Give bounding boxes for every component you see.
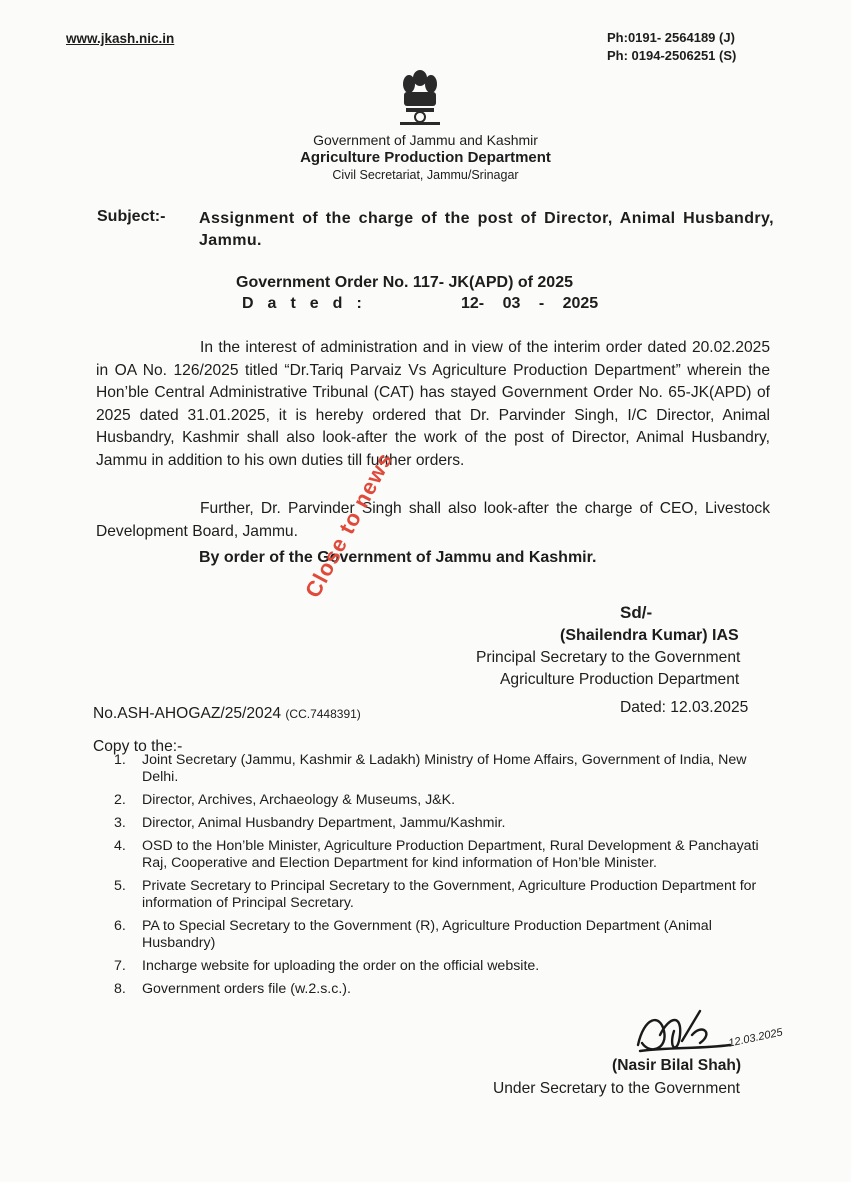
by-order-line: By order of the Government of Jammu and Kashmir. (199, 549, 597, 566)
copy-to-item-number: 6. (114, 918, 126, 934)
dated-value: 12- 03 - 2025 (461, 295, 599, 312)
reference-cc: (CC.7448391) (285, 707, 361, 721)
under-secretary-designation: Under Secretary to the Government (493, 1080, 741, 1097)
sd-mark: Sd/- (620, 603, 653, 622)
signatory-designation: Principal Secretary to the Government (476, 649, 741, 666)
copy-to-item-text: PA to Special Secretary to the Government (R), Agriculture Production Department (Animal Husbandry) (142, 918, 712, 951)
copy-to-item (114, 752, 764, 786)
copy-to-item-text: Incharge website for uploading the order on the official website. (142, 958, 540, 974)
copy-to-item-text: Joint Secretary (Jammu, Kashmir & Ladakh) Ministry of Home Affairs, Government of India, New Delhi. (142, 752, 747, 785)
reference-number (93, 705, 361, 723)
copy-to-item-text: Government orders file (w.2.s.c.). (142, 981, 351, 997)
copy-to-item-number: 7. (114, 958, 126, 974)
website-url: www.jkash.nic.in (66, 31, 175, 46)
signatory-name: (Shailendra Kumar) IAS (560, 627, 739, 644)
phone-jammu: Ph:0191- 2564189 (J) (607, 30, 735, 45)
reference-dated: Dated: 12.03.2025 (620, 699, 749, 716)
dated-label: Dated: (242, 295, 376, 312)
copy-to-list (114, 752, 764, 1004)
copy-to-item-text: OSD to the Hon’ble Minister, Agriculture Production Department, Rural Development & Panchayati Raj, Cooperative and Election Department for kind information of Hon’ble Minister. (142, 838, 759, 871)
reference-number-text: No.ASH-AHOGAZ/25/2024 (93, 705, 282, 722)
copy-to-item-number: 1. (114, 752, 126, 768)
copy-to-item (114, 792, 764, 809)
copy-to-item (114, 958, 764, 975)
body-paragraph-1: In the interest of administration and in view of the interim order dated 20.02.2025 in OA No. 126/2025 titled “Dr.Tariq Parvaiz Vs Agriculture Production Department” wherein the Hon’ble Central Administrative Tribunal (CAT) has stayed Government Order No. 65-JK(APD) of 2025 dated 31.01.2025, it is hereby ordered that Dr. Parvinder Singh, I/C Director, Animal Husbandry, Kashmir shall also look-after the work of the post of Director, Animal Husbandry, Jammu in addition to his own duties till further orders. (96, 339, 770, 469)
copy-to-item-number: 5. (114, 878, 126, 894)
copy-to-item-number: 4. (114, 838, 126, 854)
government-name: Government of Jammu and Kashmir (313, 132, 538, 148)
copy-to-item (114, 918, 764, 952)
signatory-department: Agriculture Production Department (500, 671, 740, 688)
state-emblem-icon (390, 64, 450, 128)
subject-label: Subject:- (97, 208, 166, 225)
department-name: Agriculture Production Department (300, 149, 551, 166)
under-secretary-name: (Nasir Bilal Shah) (612, 1057, 742, 1074)
phone-srinagar: Ph: 0194-2506251 (S) (607, 48, 737, 63)
copy-to-item-text: Director, Animal Husbandry Department, Jammu/Kashmir. (142, 815, 506, 831)
copy-to-item-text: Private Secretary to Principal Secretary to the Government, Agriculture Production Department for information of Principal Secretary. (142, 878, 757, 911)
copy-to-item-number: 3. (114, 815, 126, 831)
department-address: Civil Secretariat, Jammu/Srinagar (332, 168, 519, 182)
order-number: Government Order No. 117- JK(APD) of 2025 (236, 274, 573, 291)
copy-to-item-number: 8. (114, 981, 126, 997)
signature-date: 12.03.2025 (727, 1026, 784, 1050)
copy-to-item-text: Director, Archives, Archaeology & Museums, J&K. (142, 792, 456, 808)
copy-to-item (114, 838, 764, 872)
watermark-text: Close to news (300, 447, 398, 602)
copy-to-item-number: 2. (114, 792, 126, 808)
copy-to-item (114, 981, 764, 998)
copy-to-item (114, 815, 764, 832)
copy-to-item (114, 878, 764, 912)
body-paragraph-2: Further, Dr. Parvinder Singh shall also look-after the charge of CEO, Livestock Development Board, Jammu. (96, 500, 770, 540)
subject-text: Assignment of the charge of the post of Director, Animal Husbandry, Jammu. (199, 210, 774, 249)
copy-to-label: Copy to the:- (93, 738, 183, 755)
handwritten-signature-icon (630, 1005, 740, 1065)
